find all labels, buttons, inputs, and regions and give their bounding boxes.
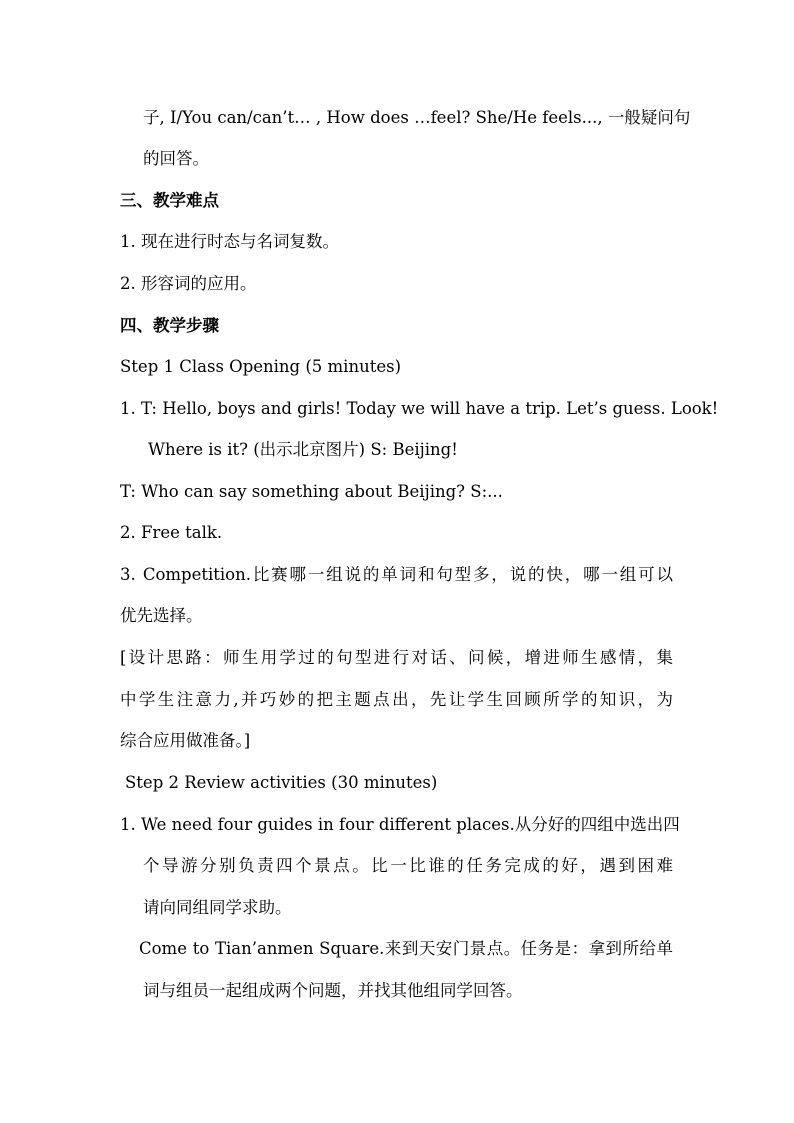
section-heading-difficulties: 三、教学难点 [120,191,219,210]
text-line: 优先选择。 [120,606,203,625]
design-note: 中学生注意力,并巧妙的把主题点出，先让学生回顾所学的知识，为 [120,690,673,709]
text-line: T: Who can say something about Beijing? S:... [120,482,503,501]
text-line: Come to Tian’anmen Square.来到天安门景点。任务是：拿到所给单 [139,939,673,958]
text-line: Where is it? (出示北京图片) S: Beijing! [148,440,458,459]
text-line: 个导游分别负责四个景点。比一比谁的任务完成的好，遇到困难 [143,856,673,875]
section-heading-steps: 四、教学步骤 [120,316,219,335]
design-note: [设计思路：师生用学过的句型进行对话、问候，增进师生感情，集 [120,648,673,667]
design-note: 综合应用做准备。] [120,731,251,750]
list-item: 1. T: Hello, boys and girls! Today we will have a trip. Let’s guess. Look! [120,399,719,418]
list-item: 1. 现在进行时态与名词复数。 [120,232,339,251]
text-line: 的回答。 [143,149,209,168]
step-title: Step 2 Review activities (30 minutes) [125,773,438,792]
text-line: 请向同组同学求助。 [143,898,292,917]
list-item: 2. Free talk. [120,523,223,542]
text-line: 词与组员一起组成两个问题，并找其他组同学回答。 [143,981,523,1000]
list-item: 2. 形容词的应用。 [120,274,257,293]
list-item: 1. We need four guides in four different places.从分好的四组中选出四 [120,815,680,834]
text-line: 子, I/You can/can’t… , How does …feel? She/He feels..., 一般疑问句 [143,108,691,127]
step-title: Step 1 Class Opening (5 minutes) [120,357,402,376]
list-item: 3. Competition.比赛哪一组说的单词和句型多，说的快，哪一组可以 [120,565,673,584]
